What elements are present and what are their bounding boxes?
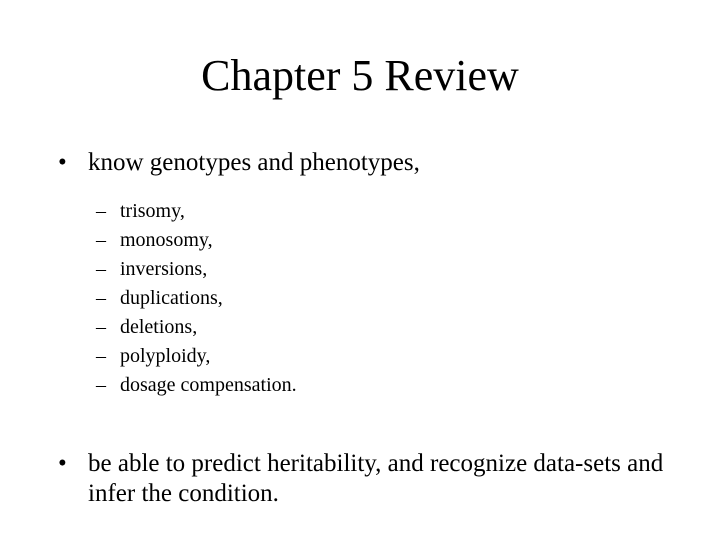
dash-marker: – xyxy=(96,287,106,309)
bullet-text: be able to predict heritability, and recognize data-sets and infer the condition. xyxy=(88,450,664,507)
dash-marker: – xyxy=(96,345,106,367)
slide-title: Chapter 5 Review xyxy=(201,51,519,100)
dash-marker: – xyxy=(96,200,106,222)
bullet-marker: • xyxy=(58,149,67,176)
dash-marker: – xyxy=(96,316,106,338)
sub-bullet-text: polyploidy, xyxy=(120,345,211,367)
bullet-marker: • xyxy=(58,450,67,477)
sub-bullet-text: monosomy, xyxy=(120,229,213,251)
bullet-text: know genotypes and phenotypes, xyxy=(88,149,420,176)
sub-bullet-text: duplications, xyxy=(120,287,223,309)
sub-bullet-text: deletions, xyxy=(120,316,198,338)
sub-bullet-text: trisomy, xyxy=(120,200,185,222)
sub-bullet-text: dosage compensation. xyxy=(120,374,297,396)
sub-bullet-text: inversions, xyxy=(120,258,208,280)
dash-marker: – xyxy=(96,229,106,251)
dash-marker: – xyxy=(96,258,106,280)
dash-marker: – xyxy=(96,374,106,396)
